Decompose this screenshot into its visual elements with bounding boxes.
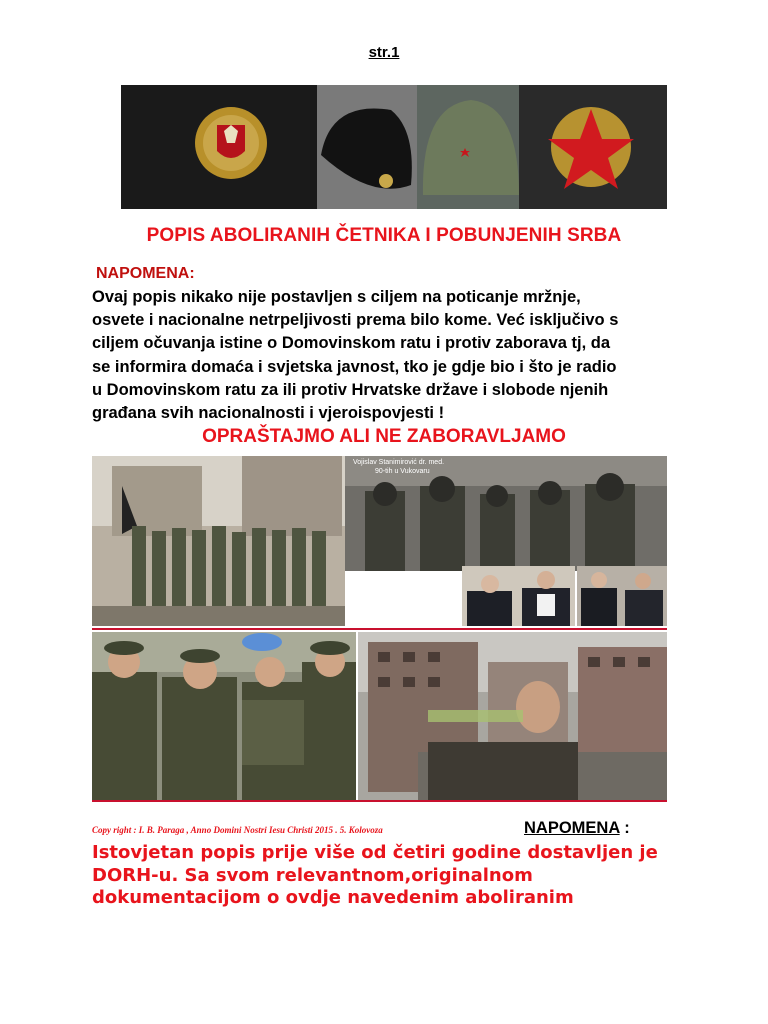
note-body <box>92 286 682 425</box>
slogan: OPRAŠTAJMO ALI NE ZABORAVLJAMO <box>202 426 566 447</box>
ruined-city-graphic <box>358 632 667 800</box>
note-line: se informira domaća i svjetska javnost, tko je gdje bio i što je radio <box>92 357 617 376</box>
separator-line-2 <box>92 800 667 802</box>
second-note-label <box>524 819 630 838</box>
politicians-meeting-photo <box>462 566 575 626</box>
photo-caption-line: 90-tih u Vukovaru <box>375 468 430 475</box>
note-line: osvete i nacionalne netrpeljivosti prema bilo kome. Već isključivo s <box>92 311 619 330</box>
handshake-photo <box>577 566 667 626</box>
second-note-colon: : <box>619 819 630 837</box>
handshake-graphic <box>577 566 667 626</box>
officers-un-photo <box>92 632 356 800</box>
note-label: NAPOMENA: <box>96 265 195 282</box>
note-line: u Domovinskom ratu za ili protiv Hrvatske države i slobode njenih <box>92 380 609 399</box>
separator-line <box>92 628 667 630</box>
footer-line: Istovjetan popis prije više od četiri godine dostavljen je <box>92 842 658 863</box>
photo-caption-line: Vojislav Stanimirović dr. med. <box>353 459 445 466</box>
eagle-badge-icon <box>195 107 267 179</box>
copyright-text: Copy right : I. B. Paraga , Anno Domini Nostri Iesu Christi 2015 . 5. Kolovoza <box>92 825 383 835</box>
note-line: građana svih nacionalnosti i vjeroispovjesti ! <box>92 404 445 423</box>
soldiers-march-photo <box>345 456 667 571</box>
main-title: POPIS ABOLIRANIH ČETNIKA I POBUNJENIH SRBA <box>146 225 622 246</box>
politicians-meeting-graphic <box>462 566 575 626</box>
insignia-banner-image <box>121 85 667 209</box>
soldiers-ruins-graphic <box>92 456 345 626</box>
footer-line: dokumentacijom o ovdje navedenim aboliranim <box>92 887 574 908</box>
insignia-banner-graphic <box>121 85 667 209</box>
note-line: Ovaj popis nikako nije postavljen s ciljem na poticanje mržnje, <box>92 288 581 306</box>
soldiers-ruins-photo <box>92 456 345 626</box>
footer-line: DORH-u. Sa svom relevantnom,originalnom <box>92 864 533 886</box>
officers-un-graphic <box>92 632 356 800</box>
footer-body <box>92 842 692 910</box>
ruined-city-photo <box>358 632 667 800</box>
page-number: str.1 <box>368 44 400 61</box>
second-note-label-text: NAPOMENA <box>524 819 620 837</box>
note-line: ciljem očuvanja istine o Domovinskom ratu i protiv zaborava tj, da <box>92 334 611 353</box>
photo-caption <box>353 458 444 476</box>
